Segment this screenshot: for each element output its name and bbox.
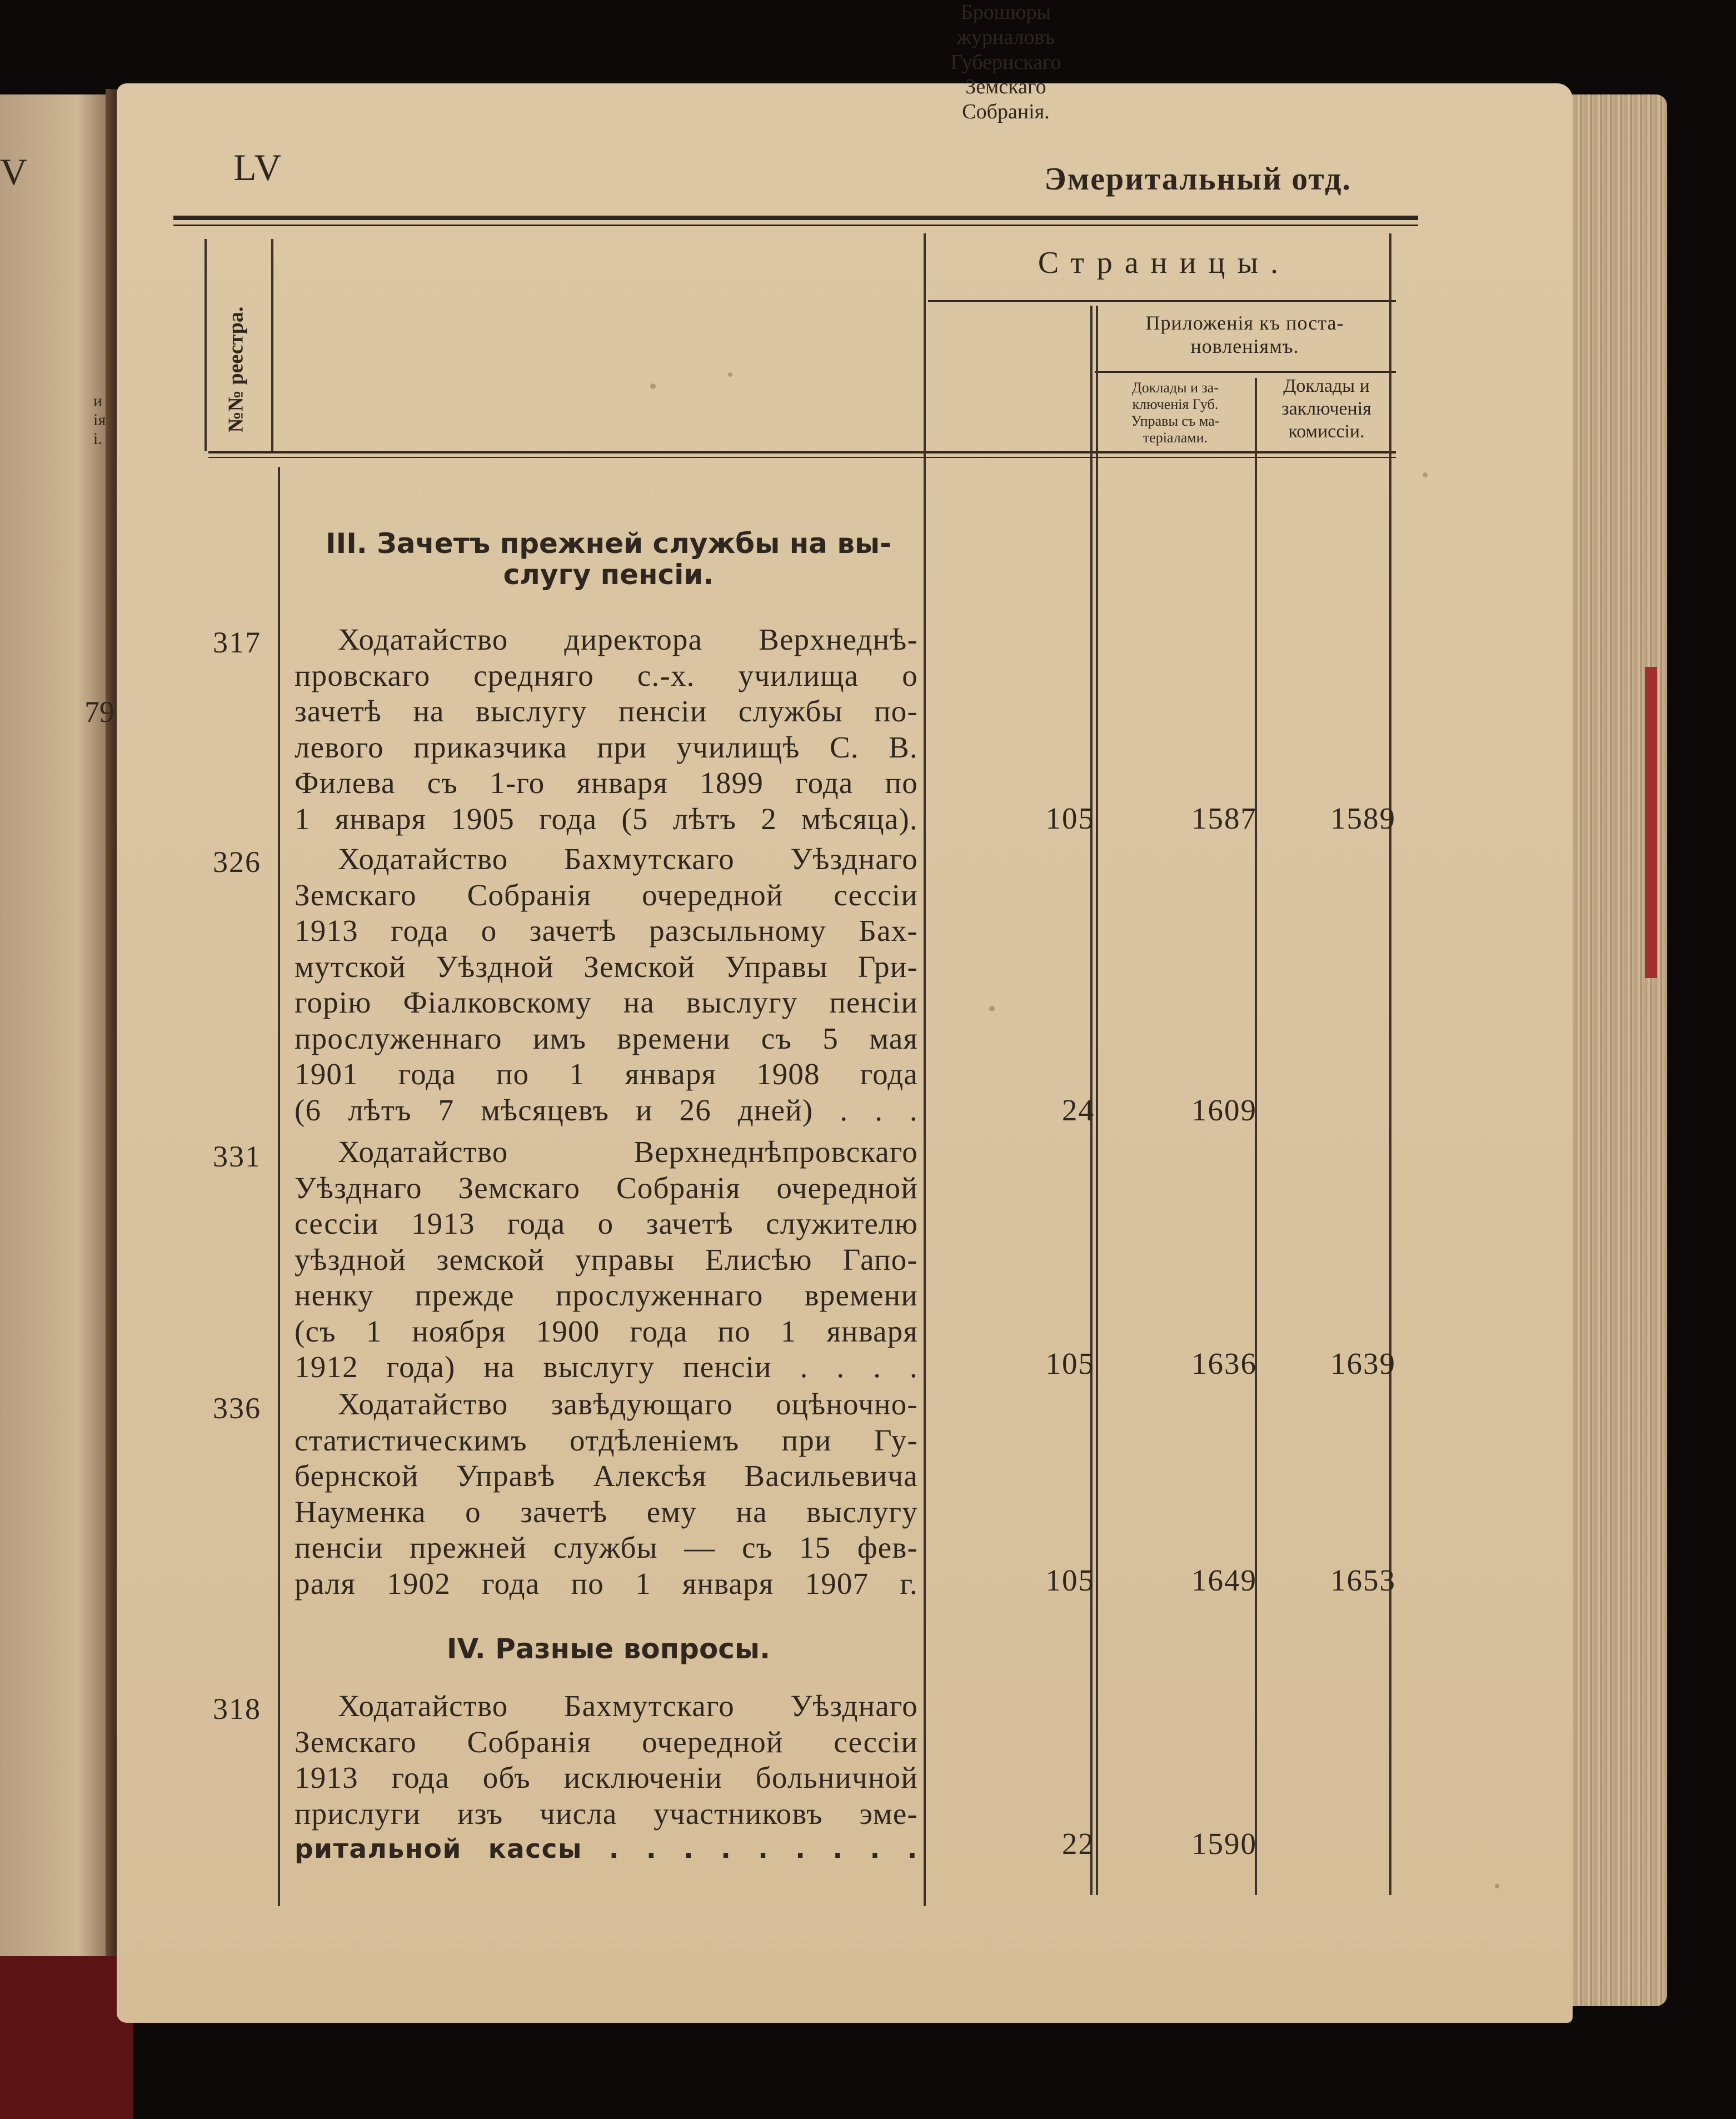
header-line: журналовъ bbox=[956, 25, 1055, 49]
entry-line: пенсіи прежней службы — съ 15 фев- bbox=[295, 1530, 918, 1564]
brochure-page: 105 bbox=[1045, 1347, 1095, 1380]
commission-report-page: 1653 bbox=[1330, 1563, 1396, 1597]
header-line: Доклады и за- bbox=[1132, 380, 1219, 396]
entry-line: горію Фіалковскому на выслугу пенсіи bbox=[295, 985, 918, 1019]
header-line: комиссіи. bbox=[1288, 421, 1365, 442]
text-column-left-border bbox=[278, 467, 280, 1906]
header-line: Приложенія къ поста- bbox=[1145, 312, 1344, 334]
entry-line: прослуженнаго имъ времени съ 5 мая bbox=[295, 1021, 918, 1055]
entry-line: прислуги изъ числа участниковъ эме- bbox=[295, 1796, 918, 1831]
header-rule-thick bbox=[173, 216, 1418, 220]
book-cover-corner bbox=[0, 1956, 133, 2119]
entry-line: Ходатайство Бахмутскаго Уѣзднаго bbox=[338, 1689, 918, 1723]
foxing-spot bbox=[1423, 472, 1428, 477]
header-line: теріалами. bbox=[1143, 430, 1208, 446]
registry-number: 318 bbox=[213, 1692, 261, 1726]
registry-number: 317 bbox=[213, 626, 261, 659]
page-edges bbox=[1562, 94, 1667, 2006]
commission-report-page: 1589 bbox=[1330, 801, 1396, 835]
entry-line: (6 лѣтъ 7 мѣсяцевъ и 26 дней) . . . bbox=[295, 1093, 918, 1127]
uprava-report-page: 1609 bbox=[1191, 1093, 1257, 1127]
entry-line: 1901 года по 1 января 1908 года bbox=[295, 1057, 918, 1091]
table-right-border bbox=[1389, 233, 1391, 1895]
section-3-heading bbox=[295, 528, 922, 590]
entry-line: Ходатайство Верхнеднѣпровскаго bbox=[338, 1135, 918, 1169]
header-line: заключенія bbox=[1281, 398, 1371, 419]
left-page-corner-line: ія bbox=[93, 411, 106, 429]
brochures-column-header bbox=[928, 0, 1084, 124]
brochure-page: 105 bbox=[1045, 1563, 1095, 1597]
left-page-corner-text bbox=[93, 392, 106, 448]
entry-line: Ходатайство директора Верхнеднѣ- bbox=[338, 622, 918, 656]
section-4-heading: IV. Разные вопросы. bbox=[446, 1633, 771, 1665]
entry-line: Науменка о зачетѣ ему на выслугу bbox=[295, 1494, 918, 1529]
uprava-report-page: 1587 bbox=[1191, 801, 1257, 835]
table-header-bottom-rule bbox=[208, 451, 1396, 453]
entry-line: бернской Управѣ Алексѣя Васильевича bbox=[295, 1459, 918, 1493]
foxing-spot bbox=[989, 1006, 995, 1011]
entry-line: 1 января 1905 года (5 лѣтъ 2 мѣсяца). bbox=[295, 801, 918, 836]
brochure-page: 105 bbox=[1045, 801, 1095, 835]
brochure-page: 24 bbox=[1062, 1093, 1095, 1127]
pages-header-rule bbox=[928, 300, 1396, 302]
heading-line: слугу пенсіи. bbox=[503, 559, 714, 591]
header-line: новленіямъ. bbox=[1190, 335, 1299, 358]
registry-number: 336 bbox=[213, 1392, 261, 1425]
uprava-report-page: 1649 bbox=[1191, 1563, 1257, 1597]
running-head: Эмеритальный отд. bbox=[1044, 161, 1351, 197]
entry-line: раля 1902 года по 1 января 1907 г. bbox=[295, 1566, 918, 1601]
header-line: Брошюры bbox=[960, 1, 1051, 24]
registry-column-label: №№ реестра. bbox=[224, 306, 248, 433]
bookmark-tab bbox=[1645, 667, 1657, 978]
entry-line: статистическимъ отдѣленіемъ при Гу- bbox=[295, 1423, 918, 1457]
left-page-edge bbox=[0, 94, 111, 1995]
entry-line: зачетѣ на выслугу пенсіи службы по- bbox=[295, 694, 918, 728]
left-page-number: 79 bbox=[84, 695, 114, 729]
left-page-corner-line: і. bbox=[93, 430, 102, 448]
entry-line: 1912 года) на выслугу пенсіи . . . . bbox=[295, 1350, 918, 1384]
entry-text bbox=[295, 1387, 918, 1602]
entry-line: Ходатайство Бахмутскаго Уѣзднаго bbox=[338, 842, 918, 876]
left-page-roman: V bbox=[0, 151, 28, 193]
entry-line: ритальной кассы . . . . . . . . . bbox=[295, 1834, 918, 1864]
entry-line: Земскаго Собранія очередной сессіи bbox=[295, 877, 918, 912]
header-line: Доклады и bbox=[1283, 376, 1370, 396]
entry-line: сессіи 1913 года о зачетѣ служителю bbox=[295, 1206, 918, 1240]
entry-line: 1913 года о зачетѣ разсыльному Бах- bbox=[295, 914, 918, 948]
registry-column-header bbox=[206, 303, 267, 436]
header-line: Губернскаго bbox=[950, 50, 1061, 74]
registry-column-right-border bbox=[271, 239, 273, 451]
registry-number: 331 bbox=[213, 1140, 261, 1173]
left-page-corner-line: и bbox=[93, 392, 103, 410]
header-line: ключенія Губ. bbox=[1132, 396, 1219, 413]
entry-line: 1913 года объ исключеніи больничной bbox=[295, 1761, 918, 1794]
text-column-right-border bbox=[924, 233, 926, 1906]
entry-line: ненку прежде прослуженнаго времени bbox=[295, 1278, 918, 1312]
heading-line: III. Зачетъ прежней службы на вы- bbox=[325, 527, 892, 560]
pages-column-header: Страницы. bbox=[1037, 246, 1291, 280]
entry-text bbox=[295, 1134, 918, 1385]
entry-text bbox=[295, 1688, 918, 1868]
header-rule-thin bbox=[173, 225, 1418, 226]
registry-number: 326 bbox=[213, 845, 261, 879]
entry-line: Уѣзднаго Земскаго Собранія очередной bbox=[295, 1170, 918, 1205]
header-line: Земскаго bbox=[965, 75, 1046, 99]
appendices-column-header bbox=[1095, 311, 1395, 358]
header-line: Собранія. bbox=[962, 100, 1050, 124]
uprava-reports-column-header bbox=[1095, 380, 1256, 447]
uprava-column-right-border bbox=[1255, 378, 1257, 1895]
uprava-report-page: 1590 bbox=[1191, 1827, 1257, 1861]
brochures-column-right-border-2 bbox=[1096, 306, 1098, 1895]
entry-line: Филева съ 1-го января 1899 года по bbox=[295, 766, 918, 800]
commission-reports-column-header bbox=[1257, 375, 1396, 443]
foxing-spot bbox=[728, 372, 732, 377]
brochure-page: 22 bbox=[1062, 1827, 1095, 1861]
appendices-header-rule bbox=[1095, 371, 1396, 373]
entry-text bbox=[295, 622, 918, 837]
entry-line: левого приказчика при училищѣ С. В. bbox=[295, 730, 918, 764]
entry-line: мутской Уѣздной Земской Управы Гри- bbox=[295, 949, 918, 984]
table-header-bottom-rule-2 bbox=[208, 457, 1396, 458]
foxing-spot bbox=[650, 383, 656, 389]
page-number: LV bbox=[233, 146, 283, 188]
uprava-report-page: 1636 bbox=[1191, 1347, 1257, 1380]
entry-line: уѣздной земской управы Елисѣю Гапо- bbox=[295, 1242, 918, 1277]
header-line: Управы съ ма- bbox=[1131, 413, 1220, 430]
entry-line: Ходатайство завѣдующаго оцѣночно- bbox=[338, 1387, 918, 1421]
entry-line: провскаго средняго с.-х. училища о bbox=[295, 658, 918, 692]
foxing-spot bbox=[1495, 1884, 1499, 1888]
entry-line: (съ 1 ноября 1900 года по 1 января bbox=[295, 1314, 918, 1348]
entry-line: Земскаго Собранія очередной сессіи bbox=[295, 1724, 918, 1759]
entry-text bbox=[295, 841, 918, 1128]
commission-report-page: 1639 bbox=[1330, 1347, 1396, 1380]
